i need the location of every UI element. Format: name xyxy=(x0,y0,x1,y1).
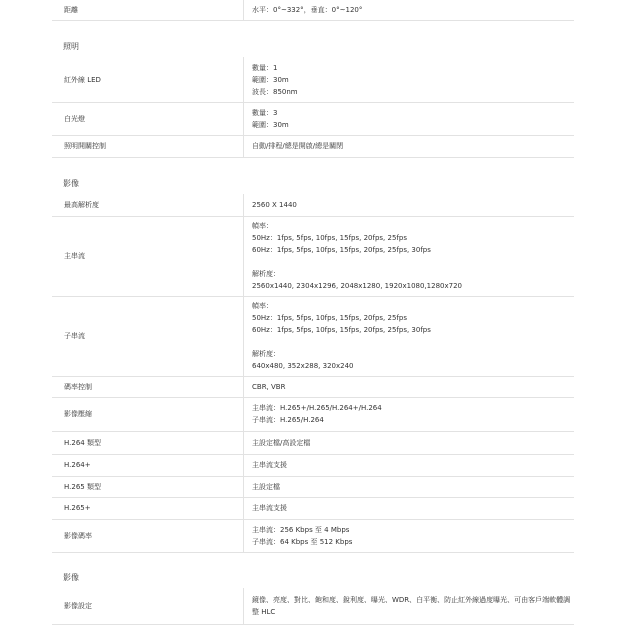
spec-row-h-264 xyxy=(52,454,574,477)
column-divider xyxy=(243,588,244,624)
column-divider xyxy=(243,497,244,519)
column-divider xyxy=(243,135,244,157)
spec-row-h-264-類型 xyxy=(52,431,574,455)
spec-row-照明開關控制 xyxy=(52,135,574,158)
spec-value-line: 解析度： xyxy=(252,350,280,358)
value-group-gap xyxy=(252,336,574,348)
spec-row-碼率控制 xyxy=(52,376,574,398)
column-divider xyxy=(243,0,244,20)
spec-row-影像碼率 xyxy=(52,519,574,553)
spec-value-line: 範圍：30m xyxy=(252,75,289,84)
spec-value xyxy=(252,459,574,471)
spec-value-line: 2560 X 1440 xyxy=(252,201,297,209)
spec-value-line: 主串流支援 xyxy=(252,504,287,512)
column-divider xyxy=(243,519,244,552)
spec-value xyxy=(252,481,574,493)
column-divider xyxy=(243,57,244,102)
spec-value-line: 解析度： xyxy=(252,270,280,278)
spec-value-line: 主串流：H.265+/H.265/H.264+/H.264 xyxy=(252,404,382,412)
spec-row-紅外線-led xyxy=(52,57,574,103)
spec-value-line: 數量：1 xyxy=(252,63,278,72)
spec-value xyxy=(252,140,574,152)
spec-value-line: 60Hz：1fps, 5fps, 10fps, 15fps, 20fps, 25fps, 30fps xyxy=(252,326,431,334)
column-divider xyxy=(243,376,244,397)
column-divider xyxy=(243,102,244,135)
spec-value xyxy=(252,524,574,548)
spec-value-line: 50Hz：1fps, 5fps, 10fps, 15fps, 20fps, 25fps xyxy=(252,314,407,322)
spec-value xyxy=(252,502,574,514)
section-heading: 照明 xyxy=(63,42,79,51)
spec-value xyxy=(252,220,574,292)
value-group-gap xyxy=(252,256,574,268)
spec-label: 影像壓縮 xyxy=(64,410,92,418)
spec-value-line: 主串流：256 Kbps 至 4 Mbps xyxy=(252,525,350,534)
section-heading: 影像 xyxy=(63,179,79,188)
spec-label: H.264 類型 xyxy=(64,438,101,447)
spec-label: 影像碼率 xyxy=(64,531,92,540)
spec-value-line: 60Hz：1fps, 5fps, 10fps, 15fps, 20fps, 25fps, 30fps xyxy=(252,246,431,254)
spec-label: H.264+ xyxy=(64,461,91,469)
spec-label: H.265+ xyxy=(64,504,91,512)
column-divider xyxy=(243,216,244,296)
spec-value-line: 範圍：30m xyxy=(252,120,289,129)
column-divider xyxy=(243,476,244,497)
spec-row-影像壓縮 xyxy=(52,397,574,432)
column-divider xyxy=(243,454,244,476)
spec-value xyxy=(252,107,574,131)
spec-label: 子串流 xyxy=(64,332,85,340)
spec-label: 紅外線 LED xyxy=(64,75,101,84)
spec-value xyxy=(252,437,574,449)
spec-value-line: 50Hz：1fps, 5fps, 10fps, 15fps, 20fps, 25fps xyxy=(252,234,407,242)
spec-value-line: 自動/排程/總是開啟/總是關閉 xyxy=(252,142,344,150)
spec-value-line: 主串流支援 xyxy=(252,461,287,469)
spec-value xyxy=(252,199,574,211)
spec-label: 白光燈 xyxy=(64,114,85,123)
spec-row-子串流 xyxy=(52,296,574,377)
column-divider xyxy=(243,431,244,454)
spec-value-line: 2560x1440, 2304x1296, 2048x1280, 1920x1080,1280x720 xyxy=(252,282,462,290)
spec-row-h-265 xyxy=(52,497,574,520)
spec-value-line: 波長：850nm xyxy=(252,87,298,96)
spec-row-h-265-類型 xyxy=(52,476,574,498)
spec-row-主串流 xyxy=(52,216,574,297)
spec-value-line: 主設定檔 xyxy=(252,482,280,491)
spec-label: 影像設定 xyxy=(64,602,92,610)
spec-value xyxy=(252,594,574,618)
spec-value-line: CBR, VBR xyxy=(252,382,286,391)
spec-value-line: 水平：0°~332°，垂直：0°~120° xyxy=(252,6,363,14)
spec-row-白光燈 xyxy=(52,102,574,136)
spec-label: 距離 xyxy=(64,6,78,14)
column-divider xyxy=(243,296,244,376)
spec-value-line: 幀率： xyxy=(252,222,273,230)
column-divider xyxy=(243,194,244,216)
spec-value-line: 640x480, 352x288, 320x240 xyxy=(252,362,354,370)
spec-value-line: 幀率： xyxy=(252,302,273,310)
spec-value-line: 數量：3 xyxy=(252,108,278,117)
spec-row-影像設定 xyxy=(52,588,574,625)
spec-value-line: 鏡像、亮度、對比、飽和度、銳利度、曝光、WDR、白平衡、防止紅外線過度曝光、可由客戶端軟體調整 HLC xyxy=(252,596,571,616)
spec-value xyxy=(252,300,574,372)
section-heading: 影像 xyxy=(63,573,79,582)
spec-value xyxy=(252,4,574,16)
spec-label: 碼率控制 xyxy=(64,382,92,391)
spec-label: 最高解析度 xyxy=(64,201,99,209)
spec-label: 照明開關控制 xyxy=(64,142,106,150)
spec-value-line: 子串流：64 Kbps 至 512 Kbps xyxy=(252,537,353,546)
spec-value-line: 主設定檔/高設定檔 xyxy=(252,438,311,447)
spec-value-line: 子串流：H.265/H.264 xyxy=(252,416,324,424)
spec-label: H.265 類型 xyxy=(64,482,101,491)
spec-value xyxy=(252,381,574,393)
spec-value xyxy=(252,62,574,98)
spec-value xyxy=(252,402,574,426)
spec-label: 主串流 xyxy=(64,252,85,260)
column-divider xyxy=(243,397,244,431)
spec-row-最高解析度 xyxy=(52,194,574,217)
spec-row-距離 xyxy=(52,0,574,21)
